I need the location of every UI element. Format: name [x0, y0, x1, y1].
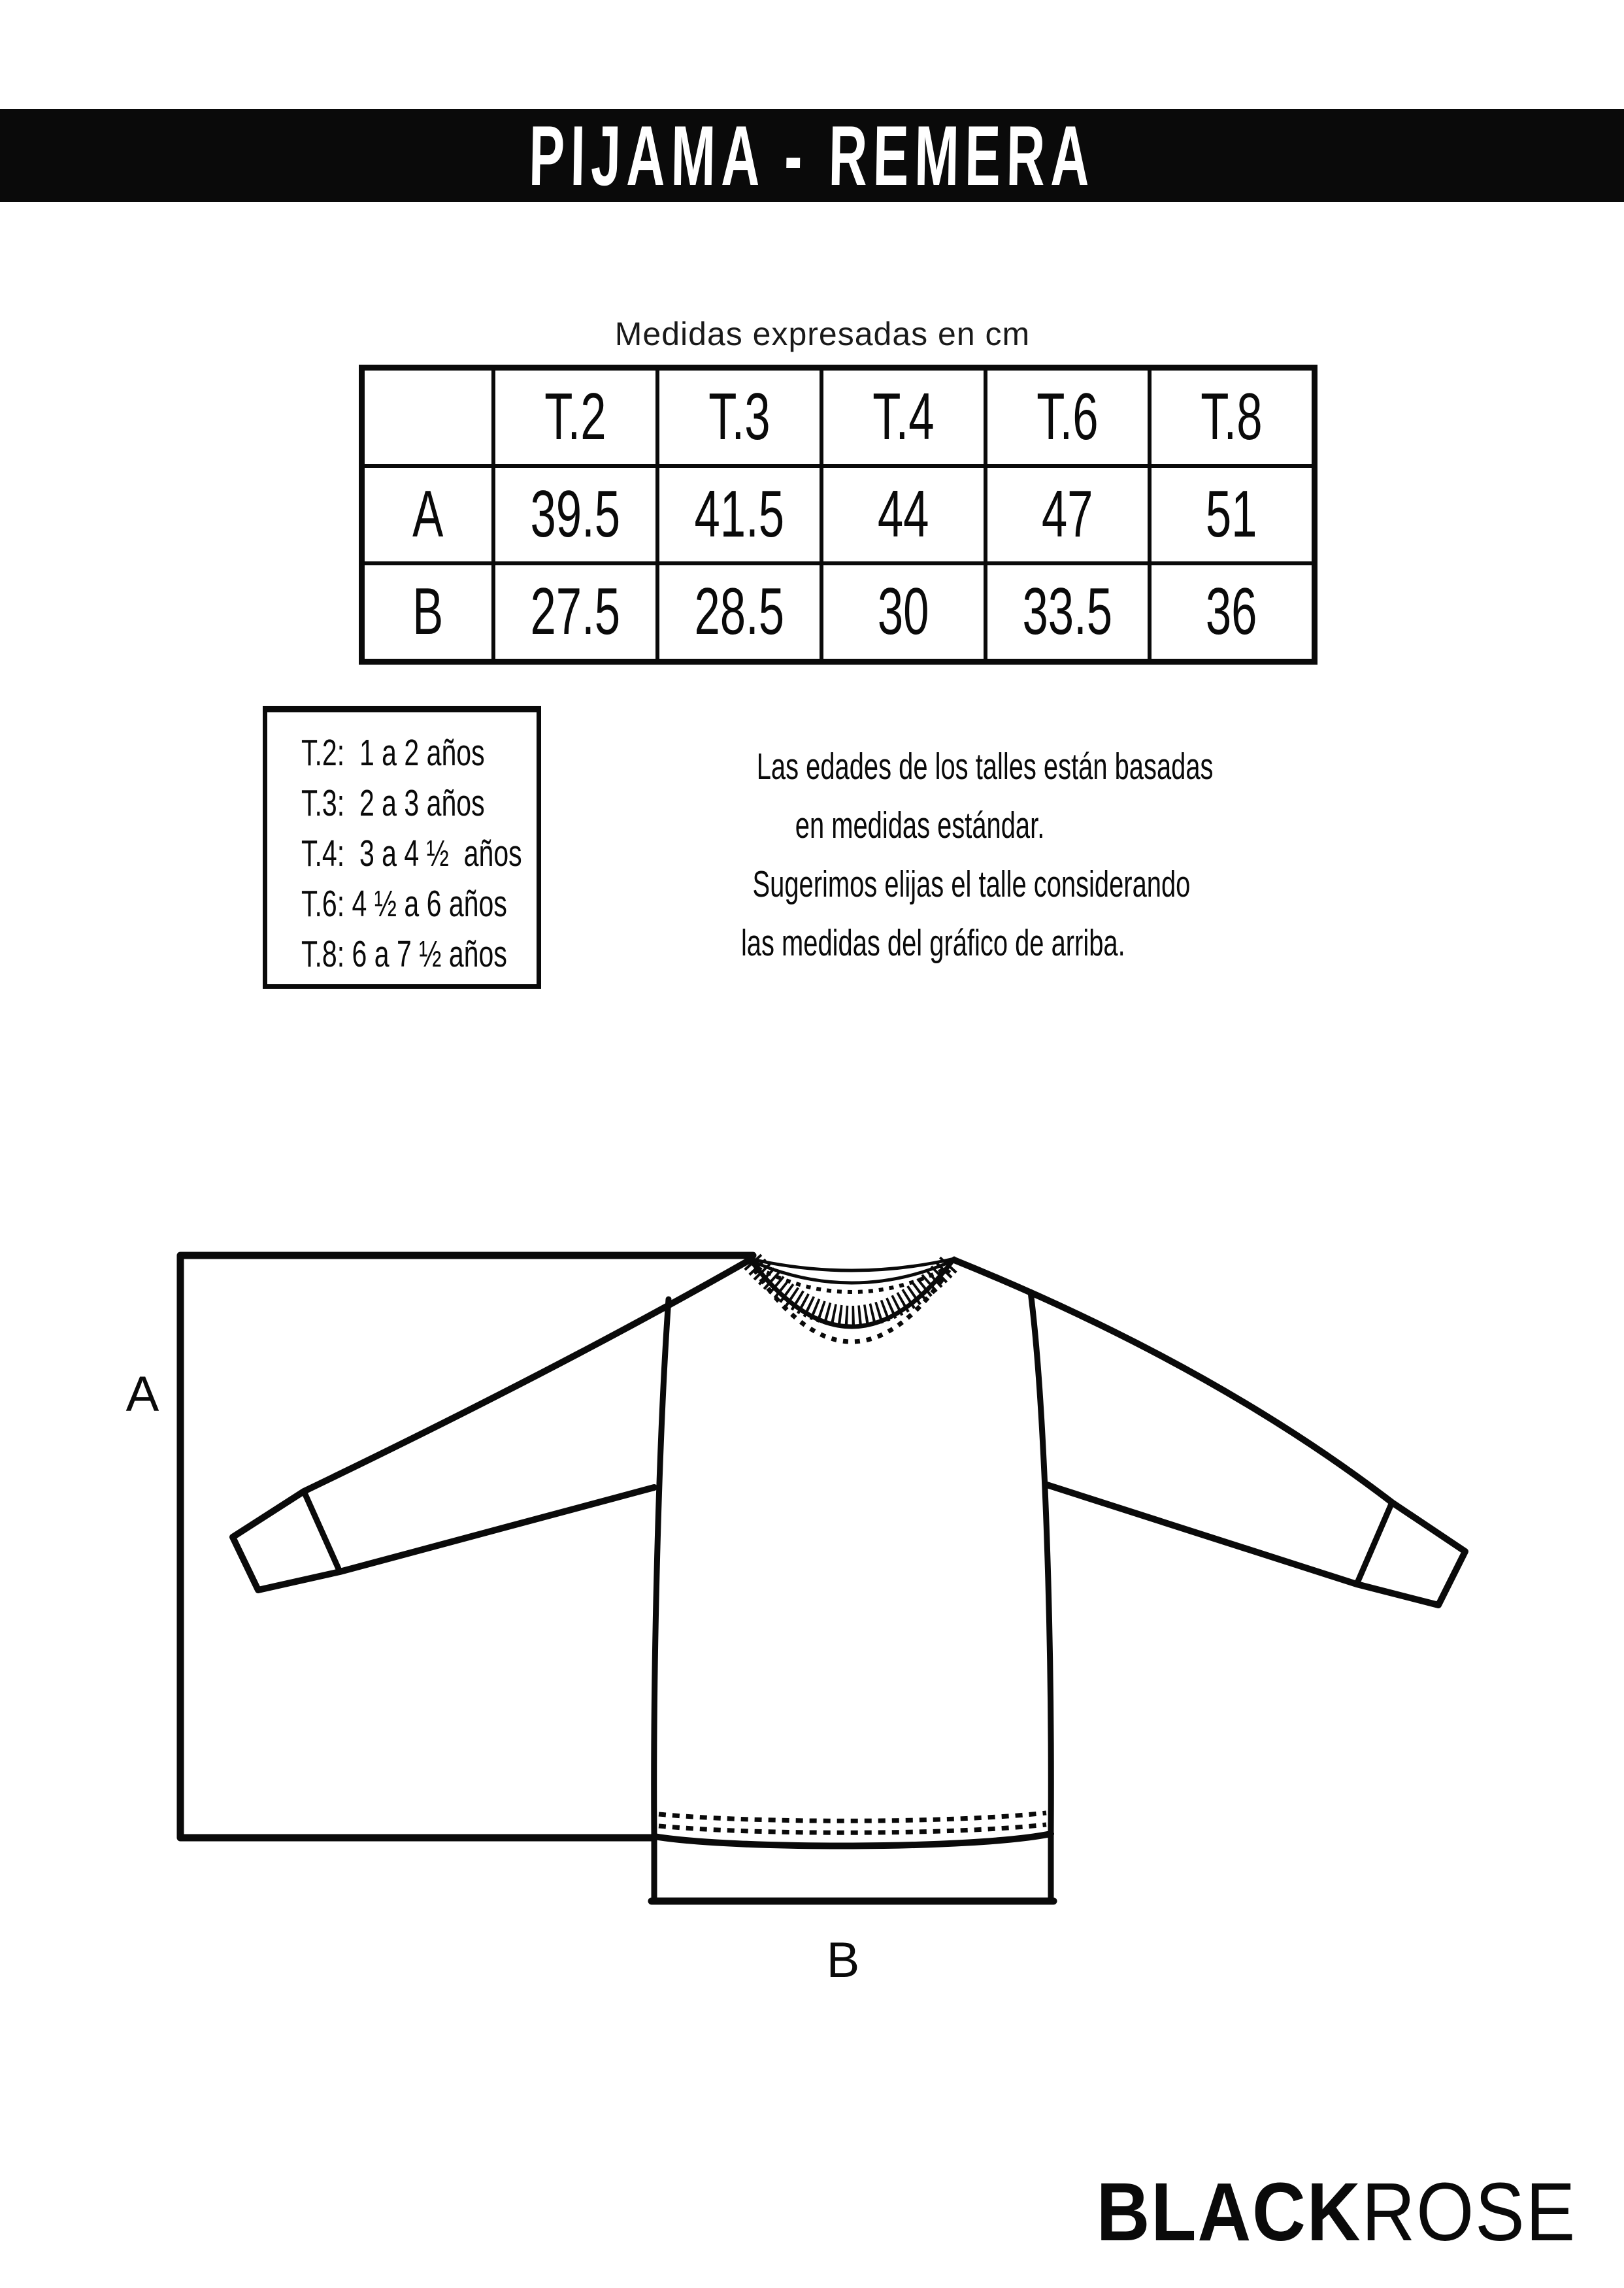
note-line-1: Las edades de los talles están basadas — [756, 746, 1214, 788]
hem-stitch-line-2 — [659, 1825, 1046, 1832]
age-line-t8: T.8: 6 a 7 ½ años — [301, 933, 507, 975]
row-b-t4: 30 — [821, 563, 986, 662]
row-b-label: B — [362, 563, 494, 662]
dimension-label-b: B — [826, 1932, 860, 1988]
header-cell-t8: T.8 — [1150, 368, 1315, 467]
hem-stitch-line-1 — [659, 1813, 1046, 1821]
note-line-2: en medidas estándar. — [795, 804, 1045, 846]
row-b-t3: 28.5 — [657, 563, 821, 662]
note-line-4: las medidas del gráfico de arriba. — [740, 922, 1125, 964]
table-caption: Medidas expresadas en cm — [614, 316, 1031, 352]
header-cell-t6: T.6 — [986, 368, 1150, 467]
row-b-t2: 27.5 — [493, 563, 657, 662]
row-a-t6: 47 — [986, 466, 1150, 563]
left-sleeve-outline — [233, 1260, 750, 1590]
header-cell-t3: T.3 — [657, 368, 821, 467]
page-title: PIJAMA - REMERA — [528, 108, 1096, 203]
back-neck-curve — [750, 1259, 954, 1270]
dimension-label-a: A — [125, 1367, 159, 1422]
right-cuff-line — [1357, 1502, 1392, 1584]
row-b-t8: 36 — [1150, 563, 1315, 662]
left-cuff-line — [304, 1491, 340, 1572]
age-line-t6: T.6: 4 ½ a 6 años — [301, 883, 507, 925]
brand-logo-black: BLACK — [1096, 2166, 1362, 2258]
body-right-edge — [1031, 1292, 1051, 1834]
row-a-t3: 41.5 — [657, 466, 821, 563]
row-a-t4: 44 — [821, 466, 986, 563]
row-a-label: A — [362, 466, 494, 563]
brand-logo-text — [1097, 2164, 1576, 2259]
header-cell-t4: T.4 — [821, 368, 986, 467]
age-line-t2: T.2: 1 a 2 años — [301, 732, 485, 774]
row-a-t2: 39.5 — [493, 466, 657, 563]
row-b-t6: 33.5 — [986, 563, 1150, 662]
body-left-edge — [654, 1299, 669, 1836]
note-line-3: Sugerimos elijas el talle considerando — [752, 863, 1191, 905]
brand-logo — [1043, 2164, 1576, 2259]
brand-logo-rose: ROSE — [1361, 2166, 1576, 2258]
row-a-t8: 51 — [1150, 466, 1315, 563]
header-cell-t2: T.2 — [493, 368, 657, 467]
front-hem-curve — [654, 1834, 1051, 1846]
age-line-t3: T.3: 2 a 3 años — [301, 782, 485, 824]
age-line-t4: T.4: 3 a 4 ½ años — [301, 833, 522, 874]
